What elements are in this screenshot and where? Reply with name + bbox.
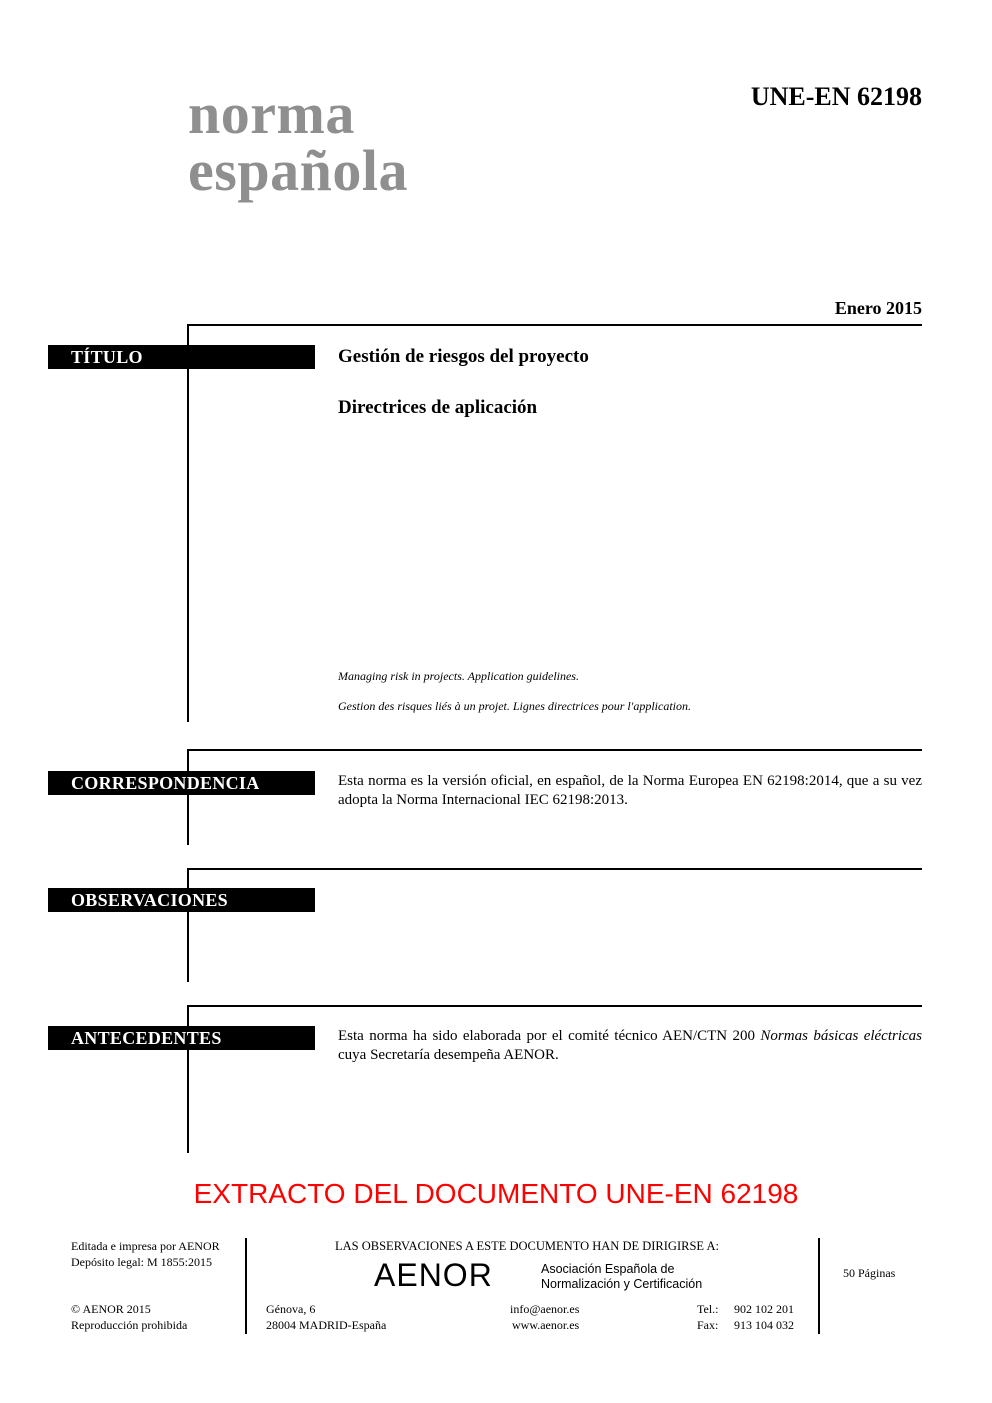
brand-norma: norma bbox=[188, 81, 355, 146]
extract-watermark: EXTRACTO DEL DOCUMENTO UNE-EN 62198 bbox=[193, 1178, 799, 1209]
footer-tel-label: Tel.: bbox=[697, 1302, 719, 1316]
document-title: Gestión de riesgos del proyecto bbox=[338, 346, 589, 367]
footer-email[interactable]: info@aenor.es bbox=[510, 1302, 580, 1316]
section-label-observaciones: OBSERVACIONES bbox=[48, 888, 315, 912]
footer-address-line2: 28004 MADRID-España bbox=[266, 1318, 387, 1332]
title-french: Gestion des risques liés à un projet. Lignes directrices pour l'application. bbox=[338, 699, 691, 713]
footer-website[interactable]: www.aenor.es bbox=[512, 1318, 580, 1332]
committee-name: Normas básicas eléctricas bbox=[760, 1028, 923, 1044]
section-vline-titulo bbox=[187, 324, 189, 722]
section-divider-titulo bbox=[188, 324, 922, 326]
document-subtitle: Directrices de aplicación bbox=[338, 397, 538, 418]
section-label-correspondencia: CORRESPONDENCIA bbox=[48, 771, 315, 795]
footer-page-count: 50 Páginas bbox=[843, 1266, 896, 1280]
publication-date: Enero 2015 bbox=[834, 298, 922, 318]
correspondencia-text: Esta norma es la versión oficial, en español, de la Norma Europea EN 62198:2014, que a su vez adopta la Norma Internacional IEC 62198:2013. bbox=[338, 773, 922, 808]
section-divider-correspondencia bbox=[188, 749, 922, 751]
footer-separator-right bbox=[818, 1238, 820, 1334]
section-vline-observaciones bbox=[187, 868, 189, 982]
brand-espanola: española bbox=[188, 138, 408, 203]
aenor-logo: AENOR bbox=[374, 1257, 493, 1293]
footer-edited: Editada e impresa por AENOR bbox=[71, 1239, 220, 1253]
footer-fax-value: 913 104 032 bbox=[734, 1318, 794, 1332]
title-english: Managing risk in projects. Application guidelines. bbox=[338, 669, 579, 683]
footer-copyright: © AENOR 2015 bbox=[71, 1302, 151, 1316]
aenor-org-line2: Normalización y Certificación bbox=[541, 1277, 703, 1291]
antecedentes-text-before: Esta norma ha sido elaborada por el comité técnico AEN/CTN 200 bbox=[338, 1028, 761, 1044]
section-vline-correspondencia bbox=[187, 749, 189, 845]
footer-reproduction: Reproducción prohibida bbox=[71, 1318, 188, 1332]
footer-notice: LAS OBSERVACIONES A ESTE DOCUMENTO HAN DE DIRIGIRSE A: bbox=[335, 1239, 719, 1253]
section-label-antecedentes: ANTECEDENTES bbox=[48, 1026, 315, 1050]
footer-separator-left bbox=[245, 1238, 247, 1334]
aenor-org-line1: Asociación Española de bbox=[541, 1262, 675, 1276]
footer-legal-deposit: Depósito legal: M 1855:2015 bbox=[71, 1255, 212, 1269]
footer-fax-label: Fax: bbox=[697, 1318, 719, 1332]
footer-tel-value: 902 102 201 bbox=[734, 1302, 794, 1316]
antecedentes-text bbox=[338, 1027, 922, 1065]
aenor-org-name bbox=[541, 1262, 702, 1292]
footer-address-line1: Génova, 6 bbox=[266, 1302, 316, 1316]
section-label-titulo: TÍTULO bbox=[48, 345, 315, 369]
antecedentes-text-after: cuya Secretaría desempeña AENOR. bbox=[338, 1047, 559, 1063]
standard-code: UNE-EN 62198 bbox=[750, 82, 922, 111]
section-divider-antecedentes bbox=[188, 1005, 922, 1007]
section-divider-observaciones bbox=[188, 868, 922, 870]
